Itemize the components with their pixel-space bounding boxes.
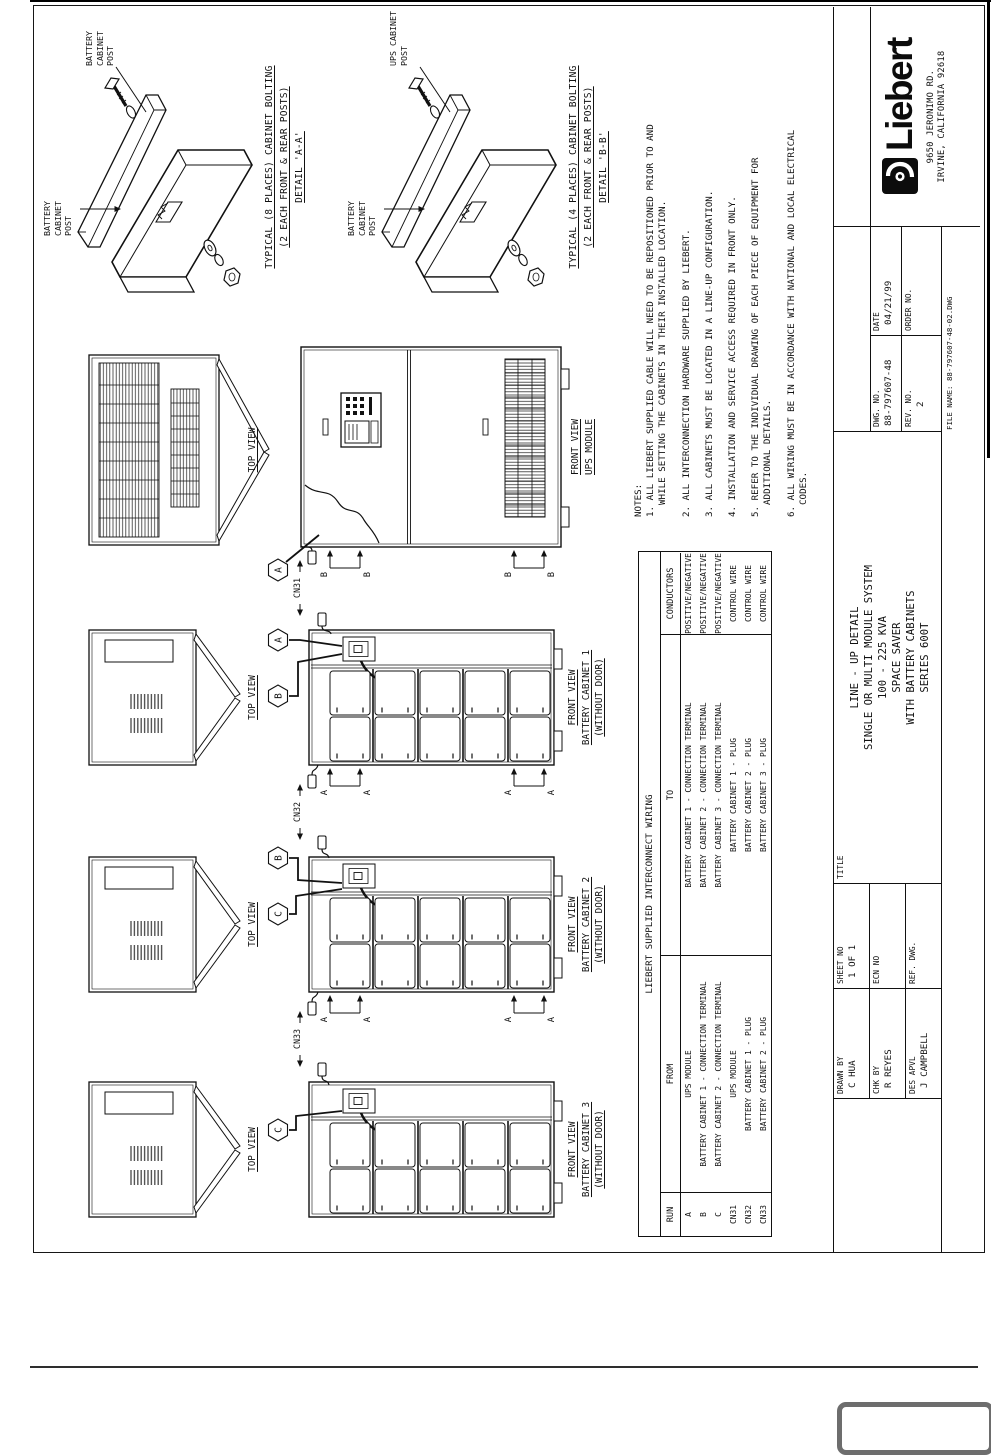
- date-cell: [871, 227, 902, 336]
- section-a-letter: A: [363, 790, 373, 796]
- figure-ups-front: [301, 347, 569, 547]
- title-block-empty-cell: [834, 1099, 942, 1252]
- page-edge-top: [30, 0, 991, 2]
- balloon-a-ups: A: [273, 567, 285, 573]
- des-apvl-label: DES APVL: [908, 1056, 917, 1094]
- table-row: C BATTERY CABINET 2 - CONNECTION TERMINAL BATTERY CABINET 3 - CONNECTION TERMINAL POSITIVE/NEGATIVE: [711, 552, 726, 1236]
- drawing-title: [848, 432, 932, 883]
- balloon-c-bc3: C: [273, 1127, 285, 1133]
- detail-aa-post-label: BATTERY CABINET POST: [42, 201, 73, 236]
- footer-field-box: [837, 1402, 991, 1455]
- wiring-table-header: [661, 552, 681, 1236]
- bc1-front-label-line1: FRONT VIEW: [567, 669, 578, 726]
- sheet-no-value: 1 OF 1: [847, 944, 858, 978]
- detail-bb-post-label: BATTERY CABINET POST: [346, 201, 377, 236]
- detail-aa-caption: [262, 4, 307, 330]
- section-b-letter: B: [547, 572, 557, 578]
- note-item: 6. ALL WIRING MUST BE IN ACCORDANCE WITH NATIONAL AND LOCAL ELECTRICAL CODES.: [785, 129, 809, 517]
- dwg-strip-empty: [834, 227, 871, 432]
- bc2-front-label-line3: (WITHOUT DOOR): [594, 885, 605, 964]
- section-a-letter: A: [504, 790, 514, 796]
- bc1-front-label-line2: BATTERY CABINET 1: [580, 649, 592, 746]
- bc2-front-label-line2: BATTERY CABINET 2: [580, 876, 592, 973]
- balloon-b-bc1: B: [273, 693, 285, 699]
- ecn-no-cell: [870, 884, 906, 989]
- note-item: 3. ALL CABINETS MUST BE LOCATED IN A LINE-UP CONFIGURATION.: [703, 190, 715, 517]
- control-wire-plugs: [300, 546, 331, 1085]
- ups-front-label-line2: UPS MODULE: [583, 419, 595, 475]
- title-line: SERIES 600T: [919, 622, 931, 693]
- table-row: CN31 UPS MODULE BATTERY CABINET 1 - PLUG CONTROL WIRE: [726, 552, 741, 1236]
- order-no-label: ORDER NO.: [904, 288, 913, 331]
- table-row: CN32 BATTERY CABINET 1 - PLUG BATTERY CABINET 2 - PLUG CONTROL WIRE: [741, 552, 756, 1236]
- ups-front-label: [569, 352, 596, 542]
- col-run: RUN: [661, 1193, 681, 1236]
- note-item: 4. INSTALLATION AND SERVICE ACCESS REQUIRED IN FRONT ONLY.: [727, 196, 739, 517]
- des-apvl-cell: [906, 989, 942, 1099]
- brand-cell: [871, 7, 980, 227]
- chk-by-value: R REYES: [883, 1049, 894, 1088]
- section-b-letter: B: [320, 572, 330, 578]
- bc1-top-view-label: TOP VIEW: [247, 675, 258, 720]
- footer-separator-line: [30, 1366, 978, 1368]
- brand-address: [926, 7, 948, 226]
- rev-no-label: REV. NO.: [904, 389, 913, 427]
- drawn-by-value: C HUA: [847, 1060, 858, 1088]
- note-item: 5. REFER TO THE INDIVIDUAL DRAWING OF EACH PIECE OF EQUIPMENT FOR ADDITIONAL DETAILS.: [750, 157, 774, 517]
- cn32-label: CN32: [292, 801, 302, 823]
- drawn-by-cell: [834, 989, 870, 1099]
- wiring-table-title: LIEBERT SUPPLIED INTERCONNECT WIRING: [639, 552, 661, 1236]
- title-line: SPACE SAVER: [891, 622, 903, 693]
- file-name: FILE NAME: 88-797607-48-02.DWG: [945, 296, 954, 430]
- detail-bb-caption-line3: DETAIL 'B-B': [598, 131, 609, 203]
- col-from: FROM: [661, 956, 681, 1193]
- note-item: 1. ALL LIEBERT SUPPLIED CABLE WILL NEED TO BE REPOSITIONED PRIOR TO AND WHILE SETTING THE CABINETS IN THEIR INSTALLED LOCATION.: [645, 124, 669, 517]
- section-a-letter: A: [320, 790, 330, 796]
- title-line: 100 - 225 KVA: [877, 616, 889, 699]
- date-label: DATE: [872, 312, 881, 331]
- bc3-front-label-line3: (WITHOUT DOOR): [594, 1110, 605, 1189]
- section-a-letter: A: [547, 1017, 557, 1023]
- bc1-front-label-line3: (WITHOUT DOOR): [594, 658, 605, 737]
- dwg-no-label: DWG. NO.: [872, 389, 881, 427]
- bc2-front-label: [566, 847, 607, 1002]
- balloon-c-bc2: C: [273, 911, 285, 917]
- brand-row: [879, 7, 921, 226]
- des-apvl-value: J CAMPBELL: [919, 1032, 930, 1088]
- bc3-top-view-label: TOP VIEW: [247, 1127, 258, 1172]
- balloon-a-bc1: A: [273, 637, 285, 643]
- section-a-letter: A: [363, 1017, 373, 1023]
- cable-run-balloons: [269, 535, 343, 1141]
- detail-bb-caption-line2: (2 EACH FRONT & REAR POSTS): [583, 86, 594, 248]
- figure-bc1-top: [89, 630, 240, 765]
- figure-bc1-front: [309, 630, 562, 765]
- title-label: TITLE: [836, 855, 845, 879]
- brand-wordmark: Liebert: [879, 38, 920, 152]
- balloon-b-bc2: B: [273, 855, 285, 861]
- title-line: SINGLE OR MULTI MODULE SYSTEM: [863, 565, 875, 750]
- order-no-cell: [902, 227, 942, 336]
- bc2-front-label-line1: FRONT VIEW: [567, 896, 578, 953]
- dwg-no-cell: [871, 336, 902, 432]
- ups-front-label-line1: FRONT VIEW: [570, 419, 581, 475]
- bc1-front-label: [566, 620, 607, 775]
- interconnect-wiring-table: [638, 551, 772, 1237]
- dwg-no-value: 88-797607-48: [883, 359, 894, 426]
- ref-dwg-cell: [906, 884, 942, 989]
- section-a-letter: A: [320, 1017, 330, 1023]
- notes-heading: NOTES:: [633, 483, 644, 517]
- ref-dwg-label: REF. DWG.: [908, 941, 917, 984]
- detail-bb-caption-line1: TYPICAL (4 PLACES) CABINET BOLTING: [568, 65, 579, 269]
- title-line: LINE - UP DETAIL: [849, 606, 861, 709]
- figure-bc3-front: [309, 1082, 562, 1217]
- col-conductors: CONDUCTORS: [661, 553, 681, 635]
- title-line: WITH BATTERY CABINETS: [905, 590, 917, 725]
- detail-aa-drawing: [78, 67, 252, 292]
- brand-address-line1: 9650 JERONIMO RD.: [926, 69, 936, 164]
- date-value: 04/21/99: [883, 280, 894, 325]
- col-to: TO: [661, 635, 681, 956]
- detail-bb-caption: [566, 4, 611, 330]
- detail-aa-post-label-right: BATTERY CABINET POST: [84, 31, 115, 66]
- section-a-letter: A: [547, 790, 557, 796]
- section-b-letter: B: [363, 572, 373, 578]
- table-row: A UPS MODULE BATTERY CABINET 1 - CONNECTION TERMINAL POSITIVE/NEGATIVE: [681, 552, 696, 1236]
- table-row: B BATTERY CABINET 1 - CONNECTION TERMINAL BATTERY CABINET 2 - CONNECTION TERMINAL POSITIVE/NEGATIVE: [696, 552, 711, 1236]
- drawn-by-label: DRAWN BY: [836, 1056, 845, 1094]
- figure-bc2-front: [309, 857, 562, 992]
- detail-aa-caption-line1: TYPICAL (8 PLACES) CABINET BOLTING: [264, 65, 275, 269]
- brand-address-line2: IRVINE, CALIFORNIA 92618: [937, 50, 947, 183]
- detail-bb-post-label-right: UPS CABINET POST: [388, 11, 409, 66]
- drawing-sheet: [33, 5, 985, 1253]
- brand-strip-empty: [834, 7, 871, 227]
- title-cell: [834, 432, 942, 884]
- bc3-front-label-line1: FRONT VIEW: [567, 1121, 578, 1178]
- detail-aa-caption-line2: (2 EACH FRONT & REAR POSTS): [279, 86, 290, 248]
- ups-top-view-label: TOP VIEW: [247, 427, 258, 473]
- cn33-label: CN33: [292, 1028, 302, 1050]
- liebert-logo-icon: [881, 157, 919, 195]
- sheet-no-cell: [834, 884, 870, 989]
- bc3-front-label-line2: BATTERY CABINET 3: [580, 1101, 592, 1198]
- chk-by-cell: [870, 989, 906, 1099]
- bc2-top-view-label: TOP VIEW: [247, 902, 258, 947]
- table-row: CN33 BATTERY CABINET 2 - PLUG BATTERY CABINET 3 - PLUG CONTROL WIRE: [756, 552, 771, 1236]
- rev-no-cell: [902, 336, 942, 432]
- cn31-label: CN31: [292, 577, 302, 599]
- detail-bb-drawing: [382, 67, 556, 292]
- figure-ups-top: [89, 355, 269, 545]
- page-edge-right: [987, 0, 990, 458]
- notes-block: [633, 112, 821, 517]
- chk-by-label: CHK BY: [872, 1065, 881, 1094]
- figure-bc2-top: [89, 857, 240, 992]
- bc3-front-label: [566, 1072, 607, 1227]
- section-b-letter: B: [504, 572, 514, 578]
- title-block: [833, 7, 979, 1252]
- detail-aa-caption-line3: DETAIL 'A-A': [294, 131, 305, 203]
- figure-bc3-top: [89, 1082, 240, 1217]
- section-a-letter: A: [504, 1017, 514, 1023]
- rev-no-value: 2: [915, 401, 926, 407]
- note-item: 2. ALL INTERCONNECTION HARDWARE SUPPLIED BY LIEBERT.: [680, 229, 692, 517]
- sheet-no-label: SHEET NO: [836, 946, 845, 984]
- ecn-no-label: ECN NO: [872, 955, 881, 984]
